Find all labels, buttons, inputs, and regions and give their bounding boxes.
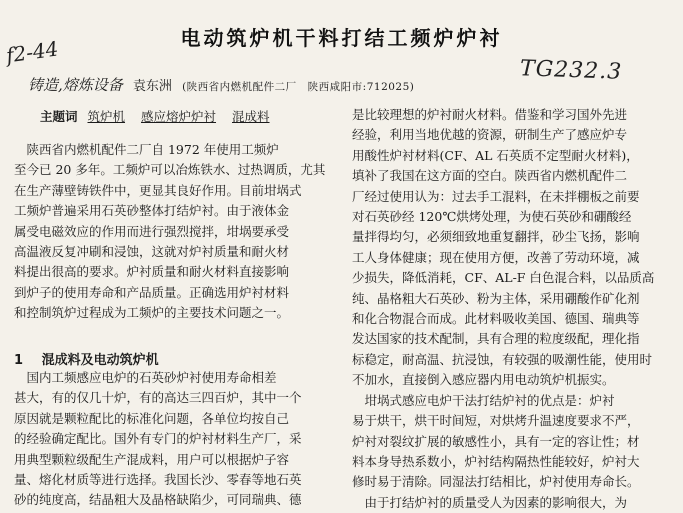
text-line: 在生产薄壁铸铁件中，更显其良好作用。目前坩埚式 [14, 182, 302, 198]
text-line: 经验，利用当地优越的资源，研制生产了感应炉专 [352, 127, 628, 143]
keyword-item: 筑炉机 [87, 109, 126, 124]
keyword-item: 混成料 [232, 109, 270, 124]
handwritten-note-top-left: f2-44 [4, 36, 60, 68]
text-line: 厂经过使用认为：过去手工混料，在未拌棚板之前要 [352, 188, 640, 204]
text-line: 易于烘干，烘干时间短，对烘烤升温速度要求不严， [352, 413, 640, 429]
section-number: 1 [14, 353, 24, 368]
text-line: 工频炉普遍采用石英砂整体打结炉衬。由于液体金 [14, 203, 290, 219]
text-line: 由于打结炉衬的质量受人为因素的影响很大，为 [352, 494, 628, 510]
text-line: 炉衬对裂纹扩展的敏感性小，具有一定的容让性；材 [352, 433, 640, 449]
byline [28, 74, 414, 95]
text-line: 和控制筑炉过程成为工频炉的主要技术问题之一。 [14, 305, 290, 321]
text-line: 原因就是颗粒配比的标准化问题，各单位均按自己 [14, 410, 290, 426]
text-line: 发达国家的技术配制，具有合理的粒度级配，理化指 [352, 331, 640, 347]
text-line: 用典型颗粒级配生产混成料，用户可以根据炉子容 [14, 451, 290, 467]
text-line: 到炉子的使用寿命和产品质量。正确选用炉衬材料 [14, 284, 290, 300]
text-line: 不加水，直接倒入感应器内用电动筑炉机振实。 [352, 372, 615, 388]
text-line: 量拌得均匀，必须细致地重复翻拌，砂尘飞扬，影响 [352, 229, 640, 245]
text-line: 高温液反复冲刷和浸蚀，这就对炉衬质量和耐火材 [14, 244, 290, 260]
text-line: 用酸性炉衬材料(CF、AL 石英质不定型耐火材料)， [352, 147, 639, 163]
text-line: 国内工频感应电炉的石英砂炉衬使用寿命相差 [14, 370, 277, 385]
keywords [40, 107, 282, 125]
text-line: 标稳定，耐高温、抗浸蚀，有较强的吸潮性能，使用时 [352, 351, 653, 367]
text-line: 坩埚式感应电炉干法打结炉衬的优点是：炉衬 [352, 392, 615, 408]
text-line: 工人身体健康；现在使用方便，改善了劳动环境，减 [352, 249, 640, 265]
text-line: 陕西省内燃机配件二厂自 1972 年使用工频炉 [14, 142, 279, 157]
handwritten-classification-code: TG232.3 [519, 56, 623, 85]
text-line: 少损失，降低消耗，CF、AL-F 白色混合料，以品质高 [352, 270, 655, 286]
text-line: 填补了我国在这方面的空白。陕西省内燃机配件二 [352, 168, 628, 184]
text-line: 量、熔化材质等进行选择。我国长沙、零春等地石英 [14, 472, 302, 488]
text-line: 料本身导热系数小，炉衬结构隔热性能较好，炉衬大 [352, 453, 640, 469]
text-line: 甚大，有的仅几十炉，有的高达三四百炉，其中一个 [14, 390, 302, 406]
text-line: 对石英砂经 120℃烘烤处理，为使石英砂和硼酸经 [352, 209, 632, 225]
left-column-section-body [14, 368, 330, 511]
text-line: 至今已 20 多年。工频炉可以冶炼铁水、过热调质，尤其 [14, 162, 326, 178]
left-column-intro [14, 140, 330, 324]
section-heading [14, 349, 159, 368]
text-line: 纯、晶格粗大石英砂、粉为主体，采用硼酸作矿化剂 [352, 290, 640, 306]
author-name: 袁东洲 [132, 79, 172, 94]
text-line: 属受电磁效应的作用而进行强烈搅拌，坩埚要承受 [14, 223, 290, 239]
text-line: 的经验确定配比。国外有专门的炉衬材料生产厂，采 [14, 431, 302, 447]
author-affiliation: (陕西省内燃机配件二厂 陕西咸阳市:712025) [182, 81, 415, 93]
text-line: 料提出很高的要求。炉衬质量和耐火材料直接影响 [14, 264, 290, 280]
text-line: 修时易于清除。同湿法打结相比，炉衬使用寿命长。 [352, 474, 640, 490]
text-line: 和化合物混合而成。此材料吸收美国、德国、瑞典等 [352, 311, 640, 327]
handwritten-byline-note: 铸造,熔炼设备 [28, 76, 123, 94]
section-title: 混成料及电动筑炉机 [41, 353, 159, 368]
right-column [352, 105, 668, 513]
article-title: 电动筑炉机干料打结工频炉炉衬 [180, 26, 503, 50]
keywords-label: 主题词 [40, 109, 78, 124]
keyword-item: 感应熔炉炉衬 [141, 109, 217, 124]
text-line: 砂的纯度高，结晶粗大及晶格缺陷少，可同瑞典、德 [14, 492, 302, 508]
text-line: 是比较理想的炉衬耐火材料。借鉴和学习国外先进 [352, 107, 628, 122]
